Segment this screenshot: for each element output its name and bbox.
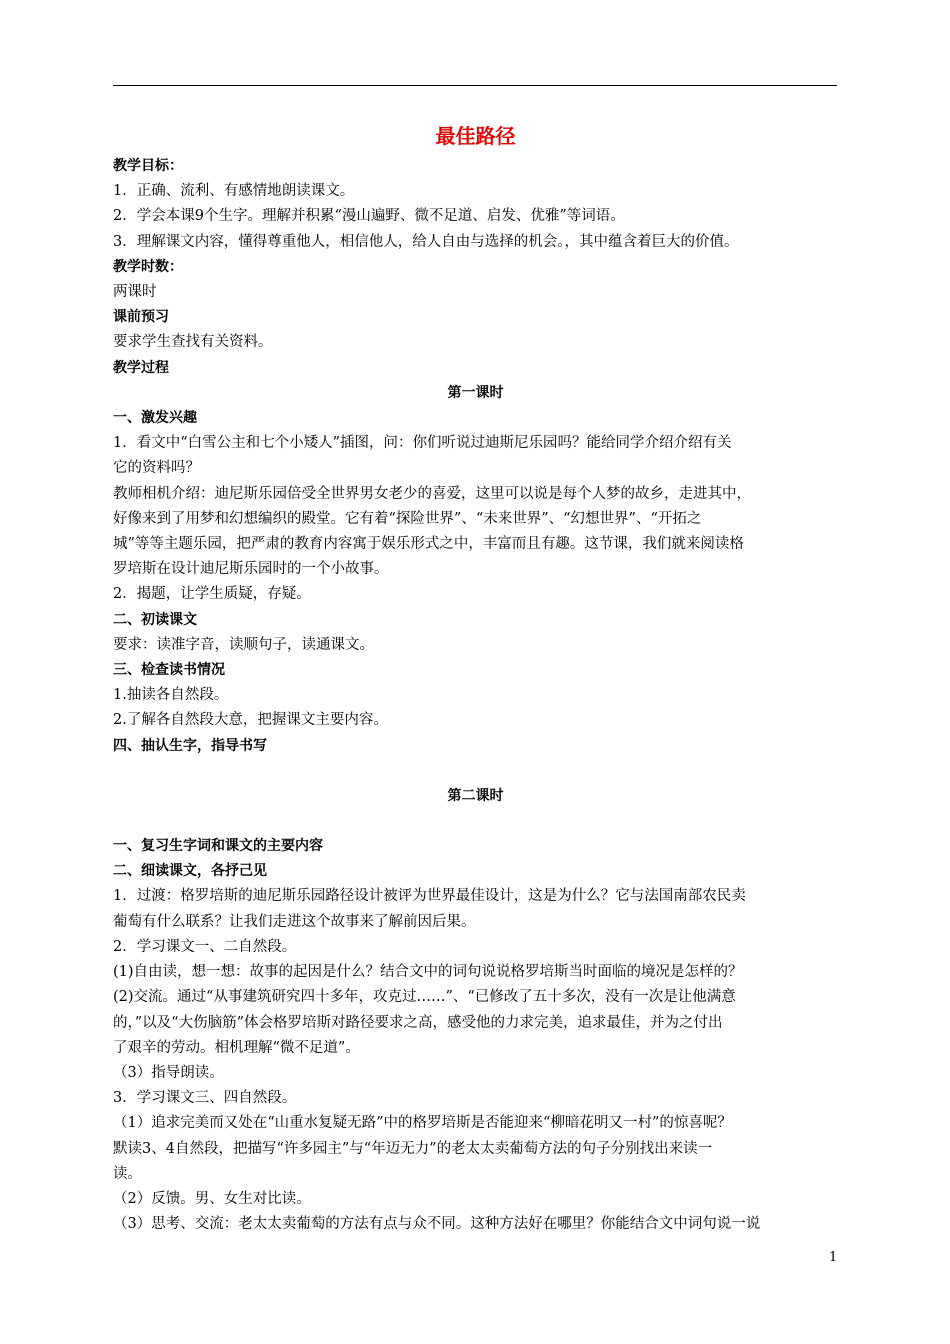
subheading: 四、抽认生字，指导书写 [113, 737, 267, 754]
paragraph-line: 2．学习课文一、二自然段。 [113, 938, 297, 955]
paragraph-line: 好像来到了用梦和幻想编织的殿堂。它有着“探险世界”、“未来世界”、“幻想世界”、“开拓之 [113, 510, 702, 527]
header-rule [113, 85, 837, 86]
paragraph-line: 2．揭题，让学生质疑，存疑。 [113, 586, 311, 603]
paragraph-line: 1．看文中“白雪公主和七个小矮人”插图，问：你们听说过迪斯尼乐园吗？能给同学介绍介绍有关 [113, 435, 732, 452]
subheading: 二、细读课文，各抒己见 [113, 863, 267, 880]
paragraph-line: (1)自由读，想一想：故事的起因是什么？结合文中的词句说说格罗培斯当时面临的境况是怎样的？ [113, 964, 743, 981]
page-number: 1 [829, 1250, 838, 1265]
section-heading: 第一课时 [447, 384, 504, 401]
subheading: 教学目标： [113, 158, 183, 174]
paragraph-line: 城”等等主题乐园，把严肃的教育内容寓于娱乐形式之中，丰富而且有趣。这节课，我们就来阅读格 [113, 536, 744, 553]
paragraph-line: （2）反馈。男、女生对比读。 [113, 1190, 311, 1207]
paragraph-line: 3．理解课文内容，懂得尊重他人，相信他人，给人自由与选择的机会。，其中蕴含着巨大的价值。 [113, 233, 739, 250]
subheading: 一、复习生字词和课文的主要内容 [113, 838, 323, 855]
paragraph-line: 1．过渡：格罗培斯的迪尼斯乐园路径设计被评为世界最佳设计，这是为什么？它与法国南部农民卖 [113, 888, 746, 905]
paragraph-line: （3）思考、交流：老太太卖葡萄的方法有点与众不同。这种方法好在哪里？你能结合文中词句说一说 [113, 1216, 761, 1233]
paragraph-line: 读。 [113, 1165, 142, 1182]
paragraph-line: 教师相机介绍：迪尼斯乐园倍受全世界男女老少的喜爱，这里可以说是每个人梦的故乡，走进其中， [113, 485, 751, 502]
paragraph-line: 的，”以及“大伤脑筋”体会格罗培斯对路径要求之高，感受他的力求完美，追求最佳，并为之付出 [113, 1014, 723, 1031]
blank-line [113, 759, 838, 784]
paragraph-line: 默读3、4自然段，把描写“许多园主”与“年迈无力”的老太太卖葡萄方法的句子分别找出来读一 [113, 1140, 713, 1157]
subheading: 三、检查读书情况 [113, 662, 225, 679]
paragraph-line: 2.了解各自然段大意，把握课文主要内容。 [113, 712, 388, 729]
paragraph-line: 它的资料吗？ [113, 460, 200, 477]
paragraph-line: （1）追求完美而又处在“山重水复疑无路”中的格罗培斯是否能迎来“柳暗花明又一村”的惊喜呢？ [113, 1115, 732, 1132]
paragraph-line: 1．正确、流利、有感情地朗读课文。 [113, 183, 355, 200]
section-heading: 第二课时 [447, 787, 504, 804]
subheading: 课前预习 [113, 309, 169, 326]
subheading: 教学过程 [113, 359, 169, 376]
paragraph-line: 2．学会本课9个生字。理解并积累“漫山遍野、微不足道、启发、优雅”等词语。 [113, 208, 625, 225]
paragraph-line: 葡萄有什么联系？让我们走进这个故事来了解前因后果。 [113, 913, 476, 930]
paragraph-line: 罗培斯在设计迪尼斯乐园时的一个小故事。 [113, 561, 389, 578]
subheading: 教学时数： [113, 258, 183, 275]
paragraph-line: 两课时 [113, 284, 157, 301]
subheading: 二、初读课文 [113, 611, 197, 628]
paragraph-line: 3．学习课文三、四自然段。 [113, 1090, 297, 1107]
paragraph-line: 了艰辛的劳动。相机理解“微不足道”。 [113, 1039, 360, 1056]
document-lines [113, 154, 838, 1237]
paragraph-line: 1.抽读各自然段。 [113, 687, 229, 704]
paragraph-line: 要求：读准字音，读顺句子，读通课文。 [113, 636, 374, 653]
paragraph-line: （3）指导朗读。 [113, 1064, 224, 1081]
paragraph-line: (2)交流。通过“从事建筑研究四十多年，攻克过……”、“已修改了五十多次，没有一次是让他满意 [113, 989, 736, 1006]
blank-line [113, 809, 838, 834]
document-body [113, 122, 838, 1237]
paragraph-line: 要求学生查找有关资料。 [113, 334, 273, 351]
subheading: 一、激发兴趣 [113, 410, 197, 427]
document-title: 最佳路径 [435, 124, 516, 148]
